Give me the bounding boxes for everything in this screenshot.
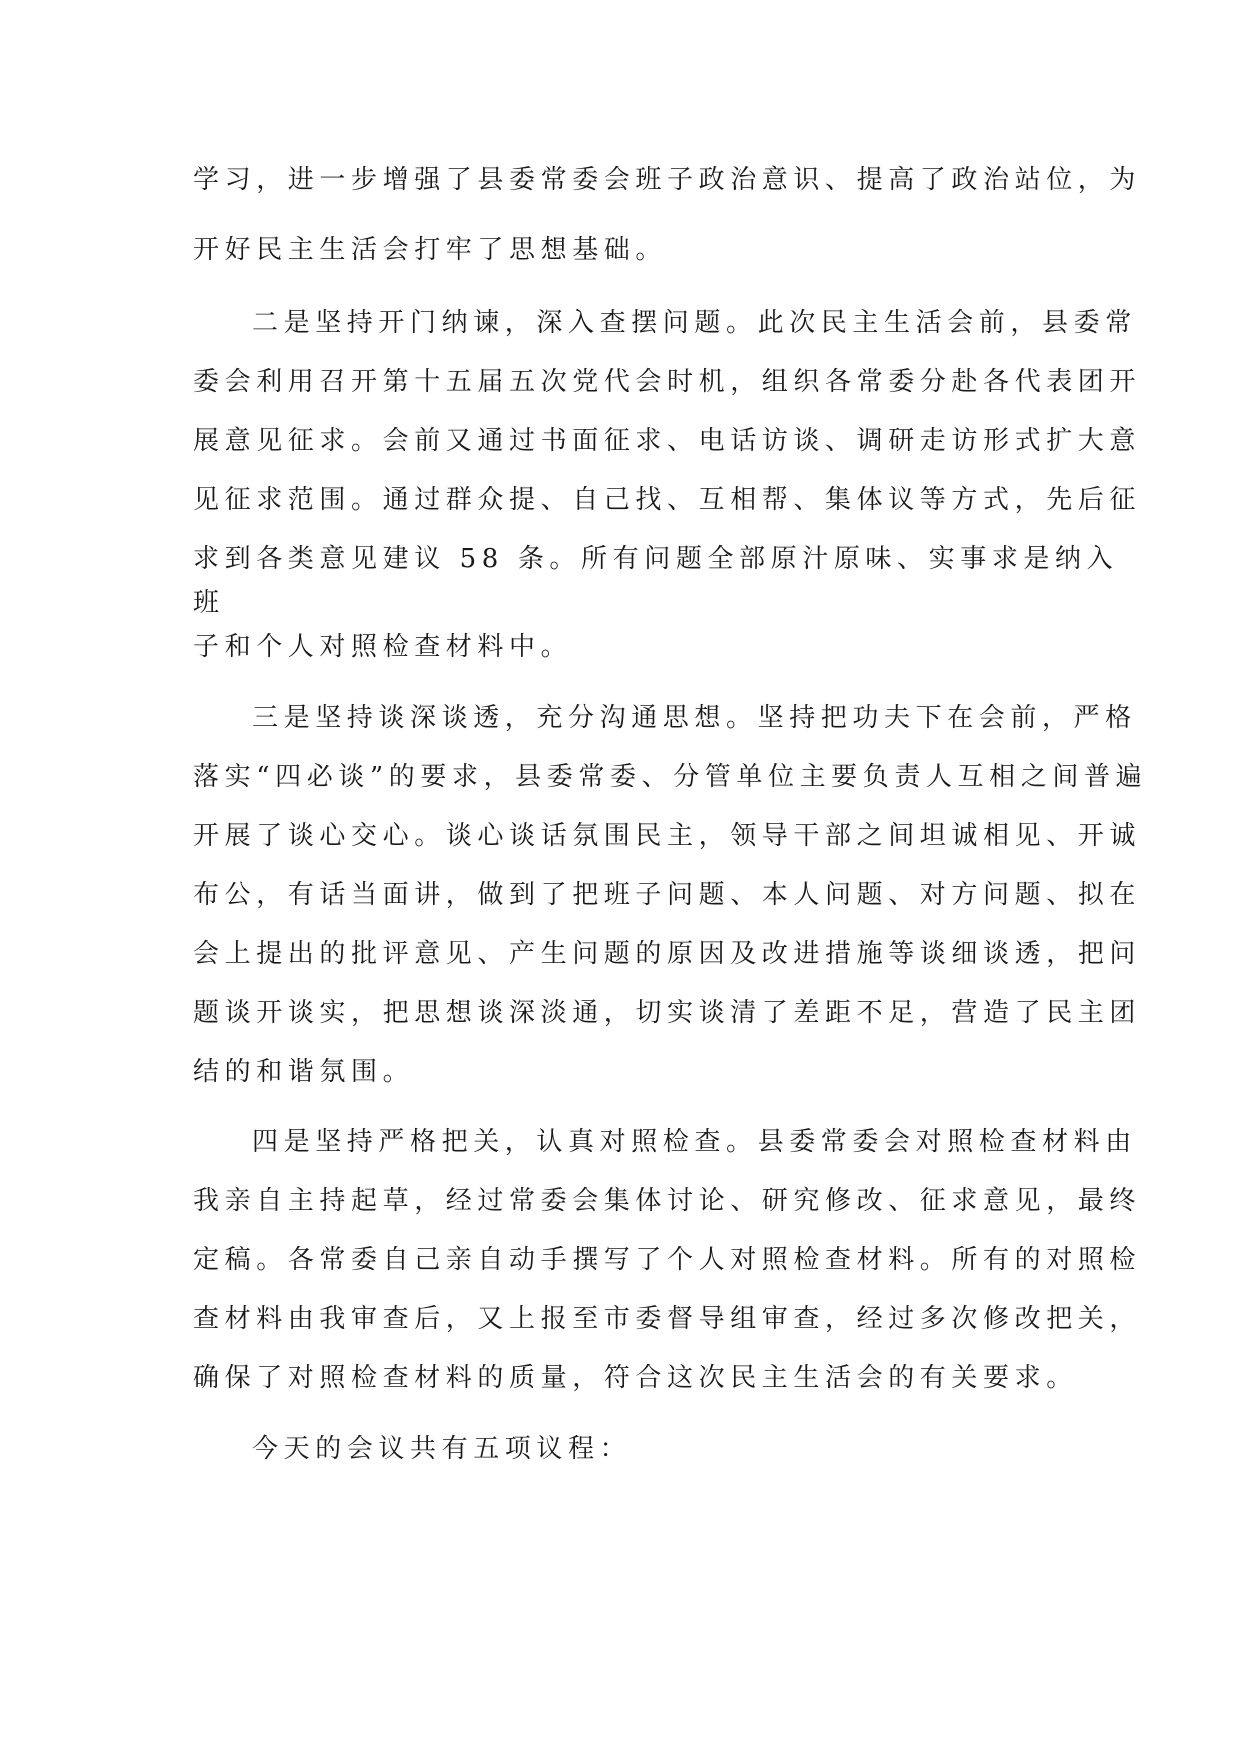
text-line: 展意见征求。会前又通过书面征求、电话访谈、调研走访形式扩大意 xyxy=(193,426,1142,456)
text-line: 委会利用召开第十五届五次党代会时机，组织各常委分赴各代表团开 xyxy=(193,367,1142,397)
text-line: 求到各类意见建议 58 条。所有问题全部原汁原味、实事求是纳入 xyxy=(193,544,1119,574)
text-line: 查材料由我审查后，又上报至市委督导组审查，经过多次修改把关， xyxy=(193,1304,1142,1334)
text-line: 落实“四必谈”的要求，县委常委、分管单位主要负责人互相之间普遍 xyxy=(193,762,1148,792)
text-line: 开展了谈心交心。谈心谈话氛围民主，领导干部之间坦诚相见、开诚 xyxy=(193,821,1142,851)
text-line: 子和个人对照检查材料中。 xyxy=(193,632,573,662)
text-line: 题谈开谈实，把思想谈深淡通，切实谈清了差距不足，营造了民主团 xyxy=(193,998,1142,1028)
text-line: 结的和谐氛围。 xyxy=(193,1057,415,1087)
paragraph-first-line: 今天的会议共有五项议程： xyxy=(252,1434,632,1464)
text-line: 见征求范围。通过群众提、自己找、互相帮、集体议等方式，先后征 xyxy=(193,485,1142,515)
paragraph-first-line: 三是坚持谈深谈透，充分沟通思想。坚持把功夫下在会前，严格 xyxy=(252,703,1137,733)
text-line: 确保了对照检查材料的质量，符合这次民主生活会的有关要求。 xyxy=(193,1363,1078,1393)
text-line: 会上提出的批评意见、产生问题的原因及改进措施等谈细谈透，把问 xyxy=(193,939,1142,969)
text-line: 班 xyxy=(193,588,225,618)
text-line: 开好民主生活会打牢了思想基础。 xyxy=(193,235,668,265)
paragraph-first-line: 二是坚持开门纳谏，深入查摆问题。此次民主生活会前，县委常 xyxy=(252,308,1137,338)
text-line: 布公，有话当面讲，做到了把班子问题、本人问题、对方问题、拟在 xyxy=(193,880,1142,910)
paragraph-first-line: 四是坚持严格把关，认真对照检查。县委常委会对照检查材料由 xyxy=(252,1127,1137,1157)
text-line: 学习，进一步增强了县委常委会班子政治意识、提高了政治站位，为 xyxy=(193,165,1142,195)
text-line: 定稿。各常委自己亲自动手撰写了个人对照检查材料。所有的对照检 xyxy=(193,1245,1142,1275)
text-line: 我亲自主持起草，经过常委会集体讨论、研究修改、征求意见，最终 xyxy=(193,1186,1142,1216)
